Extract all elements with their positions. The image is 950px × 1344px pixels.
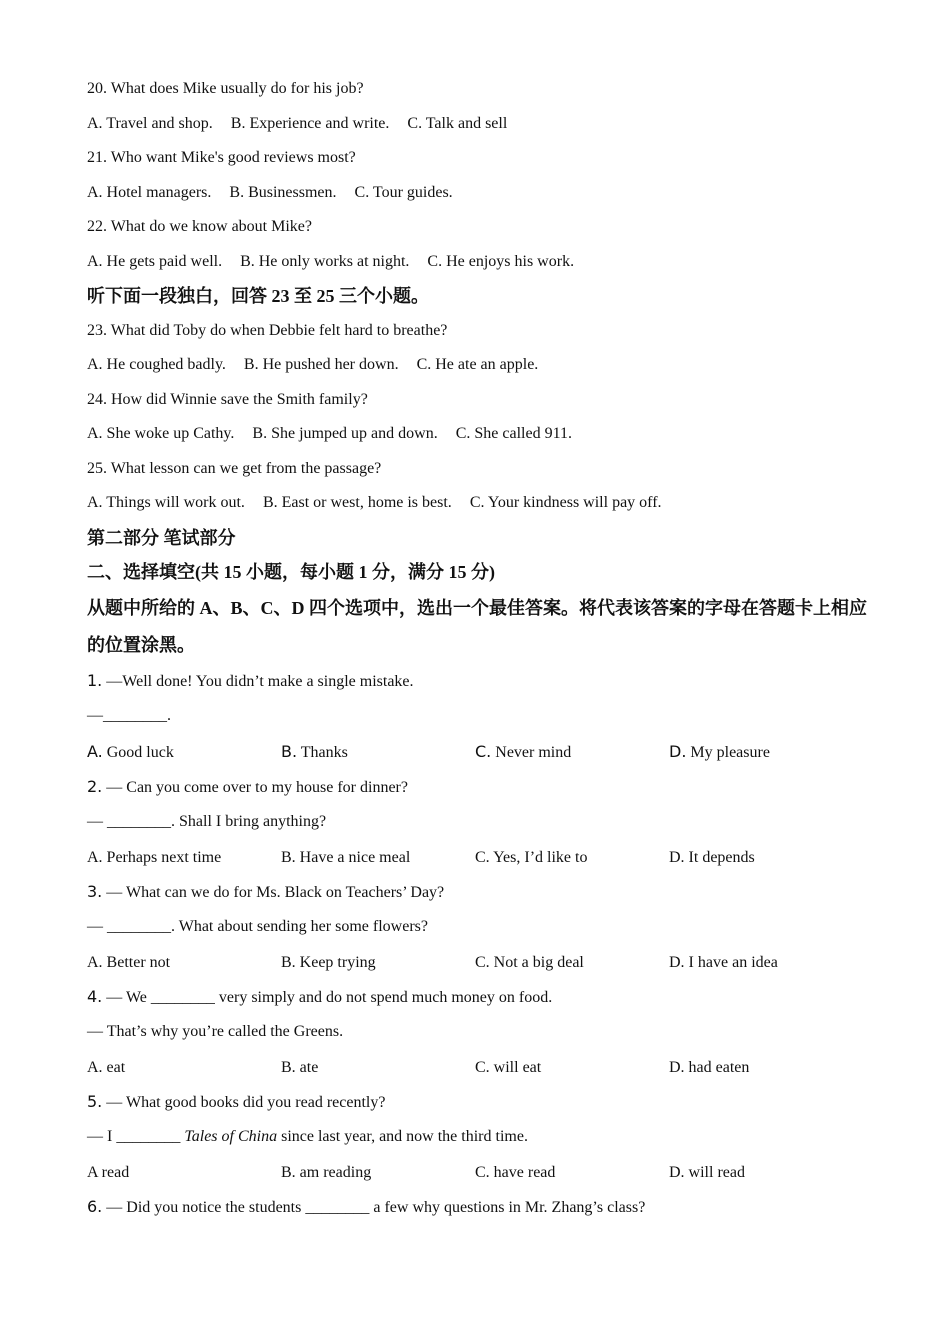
part-heading: 第二部分 笔试部分 <box>87 527 236 548</box>
mc-question-5-options <box>87 1155 877 1190</box>
question-24-options <box>87 417 877 452</box>
question-25: 25. What lesson can we get from the passage? <box>87 459 382 477</box>
question-23: 23. What did Toby do when Debbie felt hard to breathe? <box>87 321 448 339</box>
option-a: A. eat <box>87 1058 126 1076</box>
option-a: A read <box>87 1163 130 1181</box>
mc-question-1-response: —________. <box>87 707 171 724</box>
mc-question-1-options <box>87 734 877 770</box>
question-number: 1. <box>87 670 103 690</box>
book-title: Tales of China <box>184 1128 278 1145</box>
option-b: B. He only works at night. <box>240 252 410 270</box>
option-c: C. Tour guides. <box>354 183 453 201</box>
mc-question-1 <box>87 664 877 700</box>
option-a: A. Things will work out. <box>87 494 245 511</box>
option-b: B. He pushed her down. <box>243 356 399 373</box>
option-a: A. Perhaps next time <box>87 848 222 866</box>
option-c: C. He ate an apple. <box>416 356 539 373</box>
option-b: B. ate <box>281 1058 319 1076</box>
mc-question-4-options <box>87 1050 877 1085</box>
mc-question-3 <box>87 875 877 911</box>
mc-question-3-options <box>87 945 877 980</box>
section-instruction: 从题中所给的 A、B、C、D 四个选项中，选出一个最佳答案。将代表该答案的字母在答题卡上相应的位置涂黑。 <box>87 597 867 655</box>
question-number: 4. <box>87 986 103 1006</box>
mc-question-4 <box>87 980 877 1016</box>
question-21-options <box>87 176 877 211</box>
option-b: B. Thanks <box>281 741 348 761</box>
mc-question-6 <box>87 1190 877 1226</box>
exam-page <box>87 72 877 1225</box>
question-21: 21. Who want Mike's good reviews most? <box>87 149 356 166</box>
question-24: 24. How did Winnie save the Smith family? <box>87 390 368 408</box>
section-heading: 二、选择填空(共 15 小题，每小题 1 分，满分 15 分) <box>87 562 495 582</box>
option-b: B. East or west, home is best. <box>262 494 452 511</box>
option-d: D. It depends <box>669 848 755 866</box>
option-b: B. Businessmen. <box>229 183 337 201</box>
option-b: B. Experience and write. <box>230 114 390 132</box>
option-d: D. My pleasure <box>669 741 770 761</box>
question-text: — Can you come over to my house for dinner? <box>102 778 408 796</box>
question-number: 2. <box>87 776 103 796</box>
question-22-options <box>87 245 877 280</box>
option-d: D. had eaten <box>669 1058 750 1076</box>
option-a: A. Better not <box>87 953 171 971</box>
option-c: C. will eat <box>475 1058 542 1076</box>
option-c: C. Your kindness will pay off. <box>469 494 662 511</box>
option-a: A. He coughed badly. <box>87 356 226 373</box>
question-20: 20. What does Mike usually do for his job? <box>87 80 364 97</box>
question-25-options <box>87 486 877 521</box>
option-c: C. Yes, I’d like to <box>475 848 588 866</box>
option-a: A. He gets paid well. <box>87 252 223 270</box>
question-text: — What good books did you read recently? <box>102 1093 386 1111</box>
question-text: — Did you notice the students ________ a few why questions in Mr. Zhang’s class? <box>102 1198 646 1216</box>
question-20-options <box>87 107 877 142</box>
question-23-options <box>87 348 877 383</box>
option-c: C. Talk and sell <box>407 114 508 132</box>
question-number: 5. <box>87 1091 103 1111</box>
question-22: 22. What do we know about Mike? <box>87 218 312 235</box>
option-b: B. Have a nice meal <box>281 848 411 866</box>
question-text: —Well done! You didn’t make a single mistake. <box>102 672 414 690</box>
question-number: 6. <box>87 1196 103 1216</box>
question-text: — What can we do for Ms. Black on Teachers’ Day? <box>102 883 445 901</box>
option-c: C. He enjoys his work. <box>427 252 575 270</box>
option-c: C. Not a big deal <box>475 953 584 971</box>
option-d: D. will read <box>669 1163 745 1181</box>
mc-question-2-response: — ________. Shall I bring anything? <box>87 813 327 830</box>
question-text: — We ________ very simply and do not spend much money on food. <box>102 988 553 1006</box>
option-a: A. She woke up Cathy. <box>87 425 235 442</box>
question-number: 3. <box>87 881 103 901</box>
option-c: C. Never mind <box>475 741 572 761</box>
option-b: B. She jumped up and down. <box>252 425 438 442</box>
option-a: A. Hotel managers. <box>87 183 212 201</box>
option-a: A. Good luck <box>87 741 174 761</box>
mc-question-5-response: — I ________ Tales of China since last year, and now the third time. <box>87 1128 528 1145</box>
mc-question-2 <box>87 770 877 806</box>
mc-question-4-response: — That’s why you’re called the Greens. <box>87 1023 344 1040</box>
mc-question-3-response: — ________. What about sending her some flowers? <box>87 918 428 935</box>
monologue-heading: 听下面一段独白，回答 23 至 25 三个小题。 <box>87 286 429 306</box>
option-c: C. have read <box>475 1163 556 1181</box>
option-a: A. Travel and shop. <box>87 114 213 132</box>
option-b: B. Keep trying <box>281 953 376 971</box>
option-d: D. I have an idea <box>669 953 778 971</box>
mc-question-2-options <box>87 840 877 875</box>
mc-question-5 <box>87 1085 877 1121</box>
option-c: C. She called 911. <box>455 425 572 442</box>
option-b: B. am reading <box>281 1163 372 1181</box>
